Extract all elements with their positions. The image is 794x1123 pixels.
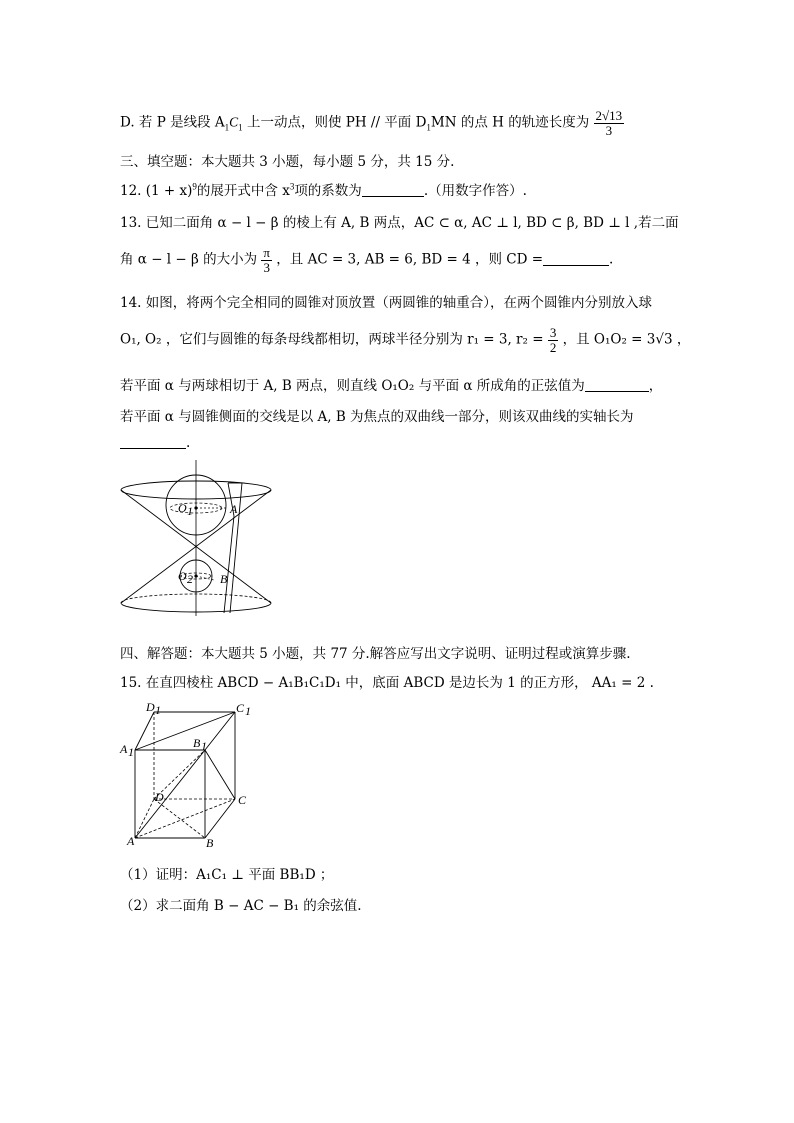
section-4-heading: 四、解答题：本大题共 5 小题，共 77 分.解答应写出文字说明、证明过程或演算步骤. <box>120 646 631 662</box>
section-3-heading: 三、填空题：本大题共 3 小题，每小题 5 分，共 15 分. <box>120 154 455 170</box>
double-cone-figure <box>118 458 278 618</box>
label-b: B <box>206 836 214 848</box>
pi-over-3-fraction: $\frac{\pi}{3}$ <box>263 245 270 275</box>
prism-figure <box>118 698 258 848</box>
question-14-line3: 若平面 α 与两球相切于 A, B 两点，则直线 O₁O₂ 与平面 α 所成角的正弦值为 ， <box>120 378 663 394</box>
svg-text:1: 1 <box>201 739 207 753</box>
svg-text:1: 1 <box>245 704 251 718</box>
svg-text:1: 1 <box>128 745 134 759</box>
label-a1: A <box>120 742 128 756</box>
label-o2: O <box>178 569 187 583</box>
label-b: B <box>220 572 228 586</box>
label-a: A <box>230 502 238 516</box>
svg-text:1: 1 <box>187 504 193 518</box>
label-o1: O <box>178 501 187 515</box>
question-15-part-1: （1）证明：A₁C₁ ⊥ 平面 BB₁D ； <box>120 867 334 883</box>
question-14-line1: 14. 如图，将两个完全相同的圆锥对顶放置（两圆锥的轴重合），在两个圆锥内分别放入球 <box>120 295 653 311</box>
label-a: A <box>127 834 135 848</box>
label-d: D <box>155 790 164 804</box>
answer-blank <box>120 436 186 449</box>
question-15-part-2: （2）求二面角 B − AC − B₁ 的余弦值. <box>120 898 362 914</box>
label-d1: D <box>146 700 155 714</box>
question-12: 12. $(1 + x)^9$的展开式中含 $x^3$项的系数为 .（用数字作答）. <box>120 181 527 199</box>
answer-blank <box>362 184 424 197</box>
question-14-line4: 若平面 α 与圆锥侧面的交线是以 A, B 为焦点的双曲线一部分，则该双曲线的实轴长为 <box>120 409 634 425</box>
question-13-line2: 角 α − l − β 的大小为 $\frac{\pi}{3}$ ，且 AC = 3, AB = 6, BD = 4 ，则 CD = . <box>120 245 614 275</box>
question-14-line5: . <box>120 435 190 451</box>
label-c: C <box>238 793 247 807</box>
svg-text:2: 2 <box>187 572 193 586</box>
label-b1: B <box>193 736 201 750</box>
answer-blank <box>543 253 609 266</box>
question-13-line1: 13. 已知二面角 α − l − β 的棱上有 A, B 两点，AC ⊂ α, AC ⊥ l, BD ⊂ β, BD ⊥ l ,若二面 <box>120 215 679 231</box>
option-d-fraction: $\frac{2√13}{3}$ <box>595 108 623 138</box>
svg-text:1: 1 <box>155 703 161 717</box>
label-c1: C <box>236 701 245 715</box>
three-halves-fraction: $\frac{3}{2}$ <box>549 325 557 355</box>
answer-blank <box>585 379 649 392</box>
option-d: D. 若 P 是线段 $A_1C_1$ 上一动点，则使 PH // 平面 $D_1MN$ 的点 H 的轨迹长度为 $\frac{2√13}{3}$ <box>120 108 623 138</box>
question-15: 15. 在直四棱柱 ABCD − A₁B₁C₁D₁ 中，底面 ABCD 是边长为 1 的正方形， AA₁ = 2 . <box>120 675 654 691</box>
question-14-line2: O₁, O₂ ，它们与圆锥的每条母线都相切，两球半径分别为 r₁ = 3, r₂ = $\frac{3}{2}$ ，且 O₁O₂ = 3√3 ， <box>120 325 691 355</box>
